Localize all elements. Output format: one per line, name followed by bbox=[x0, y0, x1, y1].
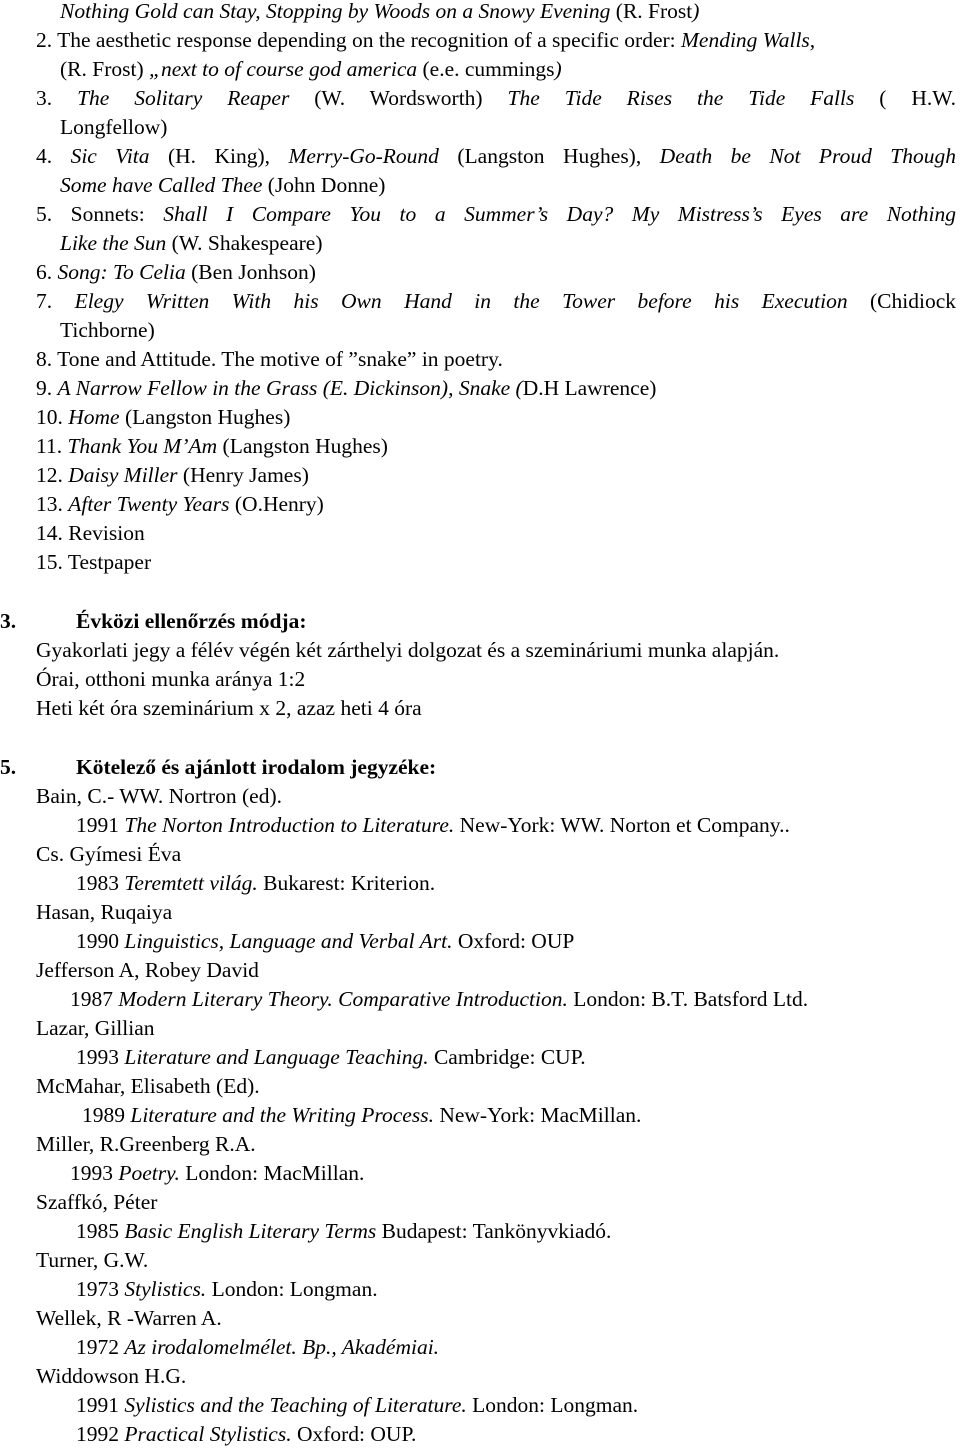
section-3-line-3: Heti két óra szeminárium x 2, azaz heti 4 óra bbox=[36, 696, 422, 720]
topic-item-10: 10. Home (Langston Hughes) bbox=[36, 405, 291, 429]
topic-line-0: Nothing Gold can Stay, Stopping by Woods on a Snowy Evening (R. Frost) bbox=[60, 0, 700, 23]
topic-item-2-cont: (R. Frost) „next to of course god america (e.e. cummings) bbox=[60, 57, 562, 81]
topic-item-15: 15. Testpaper bbox=[36, 550, 152, 574]
topic-item-7-cont: Tichborne) bbox=[60, 318, 155, 342]
topic-item-14: 14. Revision bbox=[36, 521, 145, 545]
topic-item-7: 7. Elegy Written With his Own Hand in the Tower before his Execution (Chidiock bbox=[36, 289, 956, 313]
topic-item-5: 5. Sonnets: Shall I Compare You to a Summer’s Day? My Mistress’s Eyes are Nothing bbox=[36, 202, 956, 226]
bib-author-4: Lazar, Gillian bbox=[36, 1016, 155, 1040]
bib-author-3: Jefferson A, Robey David bbox=[36, 958, 259, 982]
bib-author-8: Turner, G.W. bbox=[36, 1248, 149, 1272]
bib-entry-2: 1990 Linguistics, Language and Verbal Art. Oxford: OUP bbox=[76, 929, 575, 953]
section-3-number: 3. bbox=[0, 609, 17, 633]
topic-item-2: 2. The aesthetic response depending on the recognition of a specific order: Mending Walls, bbox=[36, 28, 816, 52]
bib-author-5: McMahar, Elisabeth (Ed). bbox=[36, 1074, 260, 1098]
bib-entry-4: 1993 Literature and Language Teaching. Cambridge: CUP. bbox=[76, 1045, 586, 1069]
bib-entry-9: 1972 Az irodalomelmélet. Bp., Akadémiai. bbox=[76, 1335, 440, 1359]
bib-entry-7: 1985 Basic English Literary Terms Budapest: Tankönyvkiadó. bbox=[76, 1219, 612, 1243]
section-3-line-2: Órai, otthoni munka aránya 1:2 bbox=[36, 667, 306, 691]
section-3-heading bbox=[0, 607, 307, 636]
bib-entry-0: 1991 The Norton Introduction to Literature. New-York: WW. Norton et Company.. bbox=[76, 813, 790, 837]
bib-entry-8: 1973 Stylistics. London: Longman. bbox=[76, 1277, 378, 1301]
topic-item-4: 4. Sic Vita (H. King), Merry-Go-Round (Langston Hughes), Death be Not Proud Though bbox=[36, 144, 957, 168]
bib-author-0: Bain, C.- WW. Nortron (ed). bbox=[36, 784, 283, 808]
topic-item-11: 11. Thank You M’Am (Langston Hughes) bbox=[36, 434, 388, 458]
topic-item-13: 13. After Twenty Years (O.Henry) bbox=[36, 492, 324, 516]
bib-author-9: Wellek, R -Warren A. bbox=[36, 1306, 222, 1330]
bib-author-7: Szaffkó, Péter bbox=[36, 1190, 158, 1214]
bib-author-10: Widdowson H.G. bbox=[36, 1364, 187, 1388]
bib-entry-1: 1983 Teremtett világ. Bukarest: Kriterion. bbox=[76, 871, 436, 895]
section-5-title: Kötelező és ajánlott irodalom jegyzéke: bbox=[76, 755, 437, 779]
topic-item-5-cont: Like the Sun (W. Shakespeare) bbox=[60, 231, 323, 255]
section-5-number: 5. bbox=[0, 755, 17, 779]
bib-entry-6: 1993 Poetry. London: MacMillan. bbox=[70, 1161, 365, 1185]
topic-item-3: 3. The Solitary Reaper (W. Wordsworth) The Tide Rises the Tide Falls ( H.W. bbox=[36, 86, 956, 110]
topic-item-3-cont: Longfellow) bbox=[60, 115, 168, 139]
bib-author-1: Cs. Gyímesi Éva bbox=[36, 842, 182, 866]
section-3-title: Évközi ellenőrzés módja: bbox=[76, 609, 307, 633]
bib-author-6: Miller, R.Greenberg R.A. bbox=[36, 1132, 256, 1156]
bib-entry-10: 1991 Sylistics and the Teaching of Literature. London: Longman. bbox=[76, 1393, 639, 1417]
bib-entry-5: 1989 Literature and the Writing Process. New-York: MacMillan. bbox=[82, 1103, 642, 1127]
section-5-heading bbox=[0, 753, 437, 782]
section-3-line-1: Gyakorlati jegy a félév végén két zárthelyi dolgozat és a szemináriumi munka alapján. bbox=[36, 638, 780, 662]
topic-item-9: 9. A Narrow Fellow in the Grass (E. Dickinson), Snake (D.H Lawrence) bbox=[36, 376, 657, 400]
bib-entry-3: 1987 Modern Literary Theory. Comparative Introduction. London: B.T. Batsford Ltd. bbox=[70, 987, 809, 1011]
topic-item-12: 12. Daisy Miller (Henry James) bbox=[36, 463, 309, 487]
topic-item-4-cont: Some have Called Thee (John Donne) bbox=[60, 173, 386, 197]
topic-item-6: 6. Song: To Celia (Ben Jonhson) bbox=[36, 260, 316, 284]
topic-item-8: 8. Tone and Attitude. The motive of ”snake” in poetry. bbox=[36, 347, 503, 371]
bib-author-2: Hasan, Ruqaiya bbox=[36, 900, 173, 924]
bib-entry-extra: 1992 Practical Stylistics. Oxford: OUP. bbox=[76, 1422, 417, 1446]
